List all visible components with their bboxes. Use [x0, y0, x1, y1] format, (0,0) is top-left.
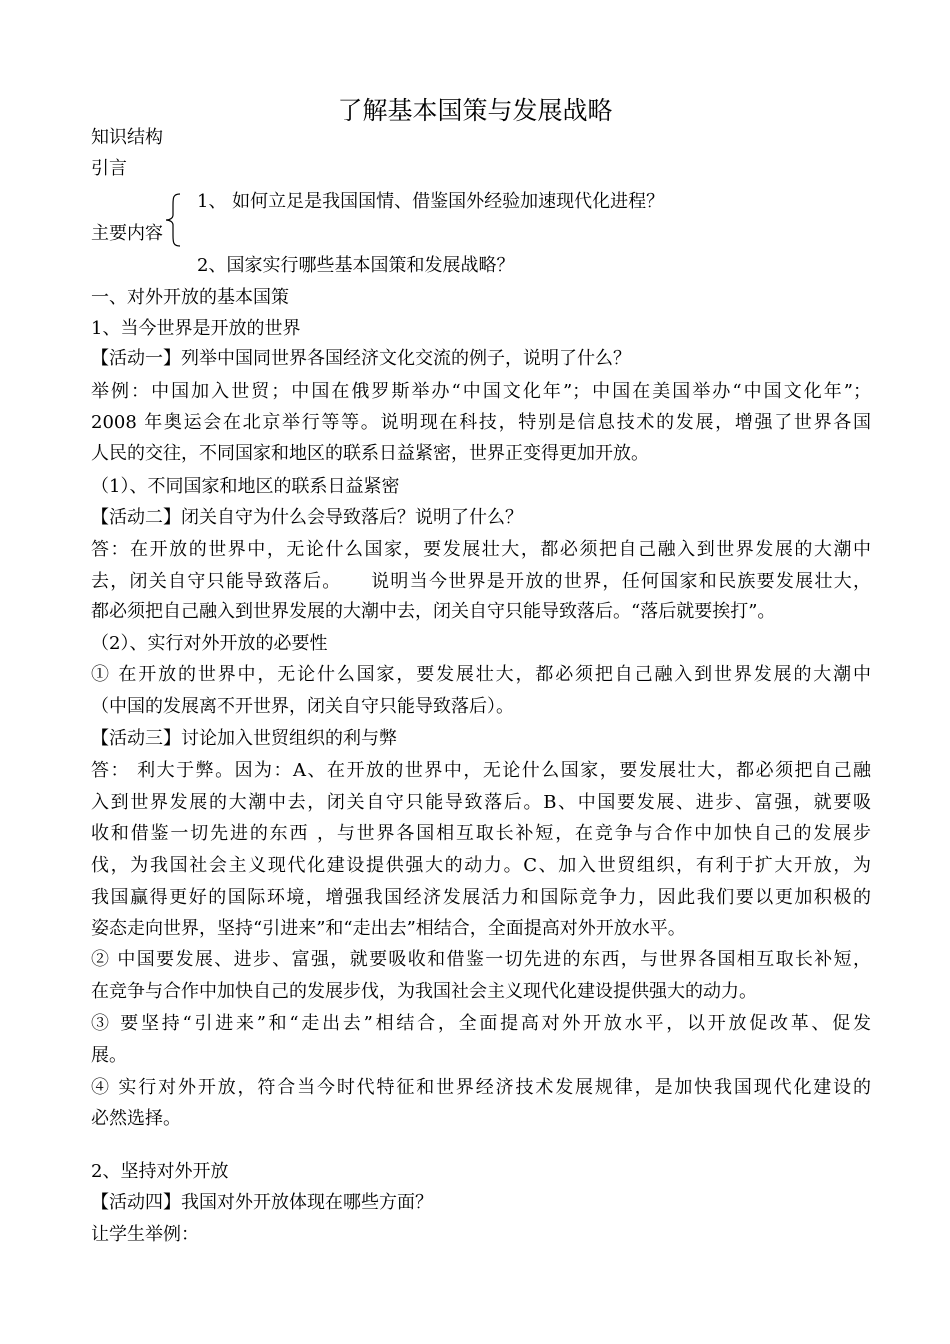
- subheading-adhere-opening: 2、坚持对外开放: [91, 1161, 229, 1182]
- activity-3-question: 【活动三】讨论加入世贸组织的利与弊: [91, 728, 397, 749]
- paragraph-line: 答： 利大于弊。因为：A、在开放的世界中，无论什么国家，要发展壮大，都必须把自己融: [91, 760, 871, 781]
- paragraph-line: 入到世界发展的大潮中去，闭关自守只能导致落后。B、中国要发展、进步、富强，就要吸: [91, 792, 871, 813]
- paragraph-line: （中国的发展离不开世界，闭关自守只能导致落后）。: [91, 696, 514, 717]
- paragraph-line: 举例：中国加入世贸；中国在俄罗斯举办“中国文化年”；中国在美国举办“中国文化年”；: [91, 381, 871, 402]
- paragraph-line: ① 在开放的世界中，无论什么国家，要发展壮大，都必须把自己融入到世界发展的大潮中: [91, 664, 871, 685]
- document-title: 了解基本国策与发展战略: [337, 96, 613, 125]
- paragraph-line: ② 中国要发展、进步、富强，就要吸收和借鉴一切先进的东西，与世界各国相互取长补短，: [91, 949, 871, 970]
- activity-2-question: 【活动二】闭关自守为什么会导致落后？说明了什么？: [91, 507, 523, 528]
- activity-1-question: 【活动一】列举中国同世界各国经济文化交流的例子，说明了什么？: [91, 348, 631, 369]
- knowledge-structure-label: 知识结构: [91, 127, 163, 148]
- activity-4-question: 【活动四】我国对外开放体现在哪些方面？: [91, 1192, 433, 1213]
- paragraph-line: 在竞争与合作中加快自己的发展步伐，为我国社会主义现代化建设提供强大的动力。: [91, 981, 757, 1002]
- paragraph-line: 伐，为我国社会主义现代化建设提供强大的动力。C、加入世贸组织，有利于扩大开放，为: [91, 855, 871, 876]
- curly-brace-icon: [164, 193, 182, 247]
- paragraph-line: 我国赢得更好的国际环境，增强我国经济发展活力和国际竞争力，因此我们要以更加积极的: [91, 887, 871, 908]
- paragraph-line: 都必须把自己融入到世界发展的大潮中去，闭关自守只能导致落后。“落后就要挨打”。: [91, 601, 776, 622]
- subheading-necessity: （2）、实行对外开放的必要性: [91, 633, 328, 654]
- subheading-open-world: 1、当今世界是开放的世界: [91, 318, 301, 339]
- main-content-label: 主要内容: [91, 223, 163, 244]
- paragraph-line: 2008 年奥运会在北京举行等等。说明现在科技，特别是信息技术的发展，增强了世界各国: [91, 412, 871, 433]
- paragraph-line: 展。: [91, 1045, 127, 1066]
- intro-label: 引言: [91, 158, 127, 179]
- paragraph-line: ④ 实行对外开放，符合当今时代特征和世界经济技术发展规律，是加快我国现代化建设的: [91, 1077, 871, 1098]
- paragraph-line: 去，闭关自守只能导致落后。 说明当今世界是开放的世界，任何国家和民族要发展壮大，: [91, 571, 871, 592]
- paragraph-line: 必然选择。: [91, 1108, 181, 1129]
- paragraph-line: 让学生举例：: [91, 1224, 199, 1245]
- main-content-item-2: 2、国家实行哪些基本国策和发展战略？: [197, 255, 515, 276]
- paragraph-line: 人民的交往，不同国家和地区的联系日益紧密，世界正变得更加开放。: [91, 443, 649, 464]
- paragraph-line: ③ 要坚持“引进来”和“走出去”相结合，全面提高对外开放水平，以开放促改革、促发: [91, 1013, 871, 1034]
- paragraph-line: 答：在开放的世界中，无论什么国家，要发展壮大，都必须把自己融入到世界发展的大潮中: [91, 539, 871, 560]
- section-heading-1: 一、对外开放的基本国策: [91, 287, 289, 308]
- main-content-item-1: 1、 如何立足是我国国情、借鉴国外经验加速现代化进程？: [197, 191, 665, 212]
- paragraph-line: 姿态走向世界，坚持“引进来”和“走出去”相结合，全面提高对外开放水平。: [91, 918, 686, 939]
- subheading-connections: （1）、不同国家和地区的联系日益紧密: [91, 476, 400, 497]
- paragraph-line: 收和借鉴一切先进的东西 ，与世界各国相互取长补短，在竞争与合作中加快自己的发展步: [91, 823, 871, 844]
